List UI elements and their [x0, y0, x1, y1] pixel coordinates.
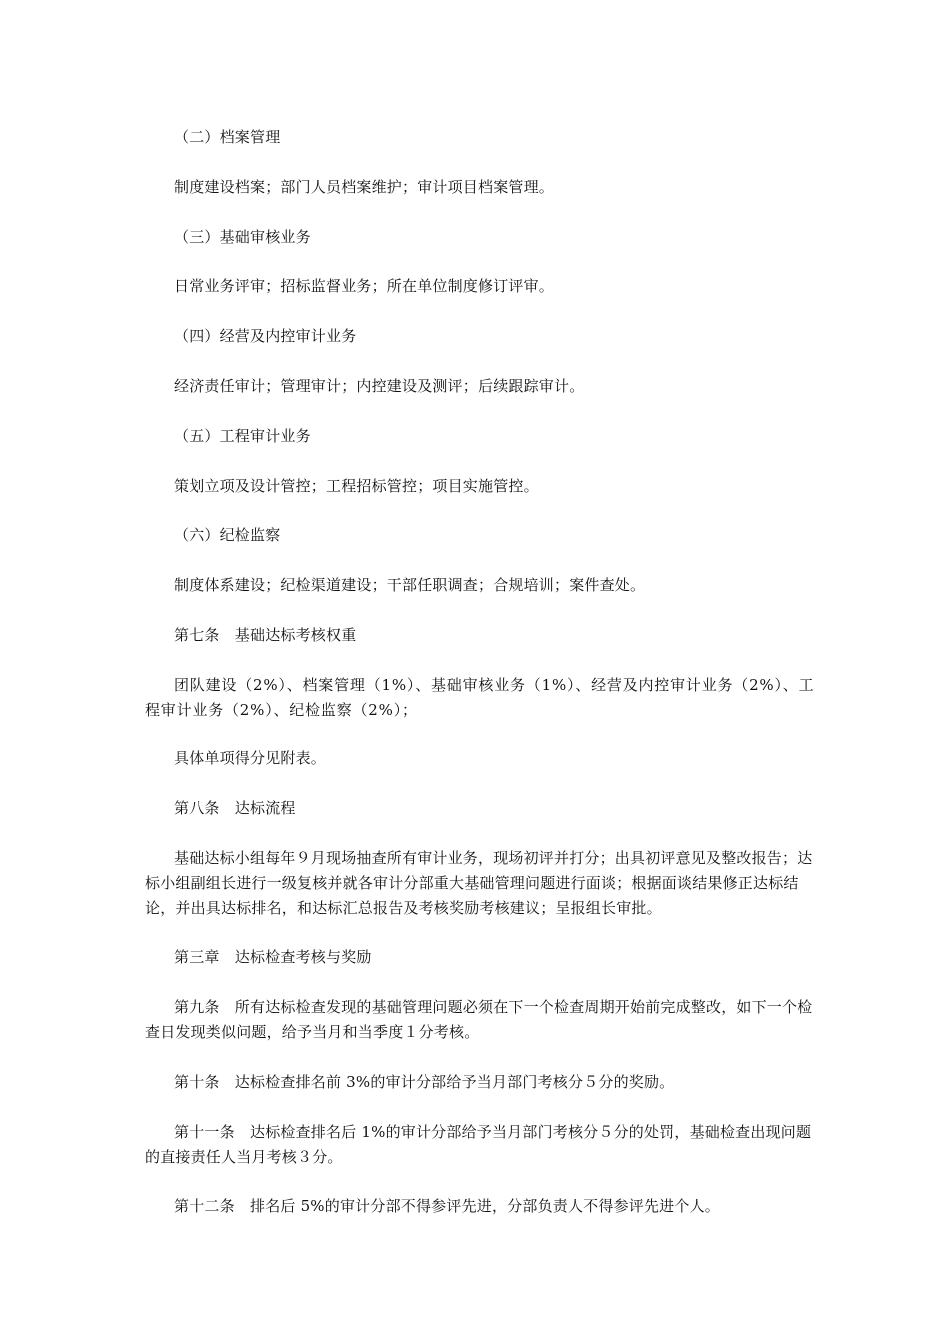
article-eight-heading: 第八条 达标流程	[174, 799, 296, 817]
paragraph-archive-content: 制度建设档案；部门人员档案维护；审计项目档案管理。	[174, 178, 555, 196]
section-heading-operation-audit: （四）经营及内控审计业务	[174, 327, 357, 345]
section-heading-engineering-audit: （五）工程审计业务	[174, 427, 311, 445]
paragraph-operation-audit-content: 经济责任审计；管理审计；内控建设及测评；后续跟踪审计。	[174, 377, 585, 395]
article-ten-paragraph: 第十条 达标检查排名前 3%的审计分部给予当月部门考核分５分的奖励。	[174, 1073, 675, 1091]
paragraph-discipline-content: 制度体系建设；纪检渠道建设；干部任职调查；合规培训；案件查处。	[174, 576, 646, 594]
article-nine-paragraph: 第九条 所有达标检查发现的基础管理问题必须在下一个检查周期开始前完成整改，如下一个检查日发现类似问题，给予当月和当季度１分考核。	[145, 998, 813, 1041]
paragraph-weights: 团队建设（2%）、档案管理（1%）、基础审核业务（1%）、经营及内控审计业务（2%）、工程审计业务（2%）、纪检监察（2%）；	[145, 676, 815, 719]
article-twelve-paragraph: 第十二条 排名后 5%的审计分部不得参评先进，分部负责人不得参评先进个人。	[174, 1197, 720, 1215]
chapter-three-heading: 第三章 达标检查考核与奖励	[174, 948, 372, 966]
article-seven-heading: 第七条 基础达标考核权重	[174, 626, 357, 644]
paragraph-process: 基础达标小组每年９月现场抽查所有审计业务，现场初评并打分；出具初评意见及整改报告；达标小组副组长进行一级复核并就各审计分部重大基础管理问题进行面谈；根据面谈结果修正达标结论，并出具达标排名，和达标汇总报告及考核奖励考核建议；呈报组长审批。	[145, 849, 813, 917]
paragraph-basic-review-content: 日常业务评审；招标监督业务；所在单位制度修订评审。	[174, 277, 555, 295]
article-eleven-paragraph: 第十一条 达标检查排名后 1%的审计分部给予当月部门考核分５分的处罚，基础检查出现问题的直接责任人当月考核３分。	[145, 1123, 812, 1166]
section-heading-basic-review: （三）基础审核业务	[174, 228, 311, 246]
section-heading-discipline: （六）纪检监察	[174, 526, 281, 544]
paragraph-engineering-audit-content: 策划立项及设计管控；工程招标管控；项目实施管控。	[174, 477, 539, 495]
paragraph-see-appendix: 具体单项得分见附表。	[174, 749, 327, 767]
section-heading-archive: （二）档案管理	[174, 128, 281, 146]
